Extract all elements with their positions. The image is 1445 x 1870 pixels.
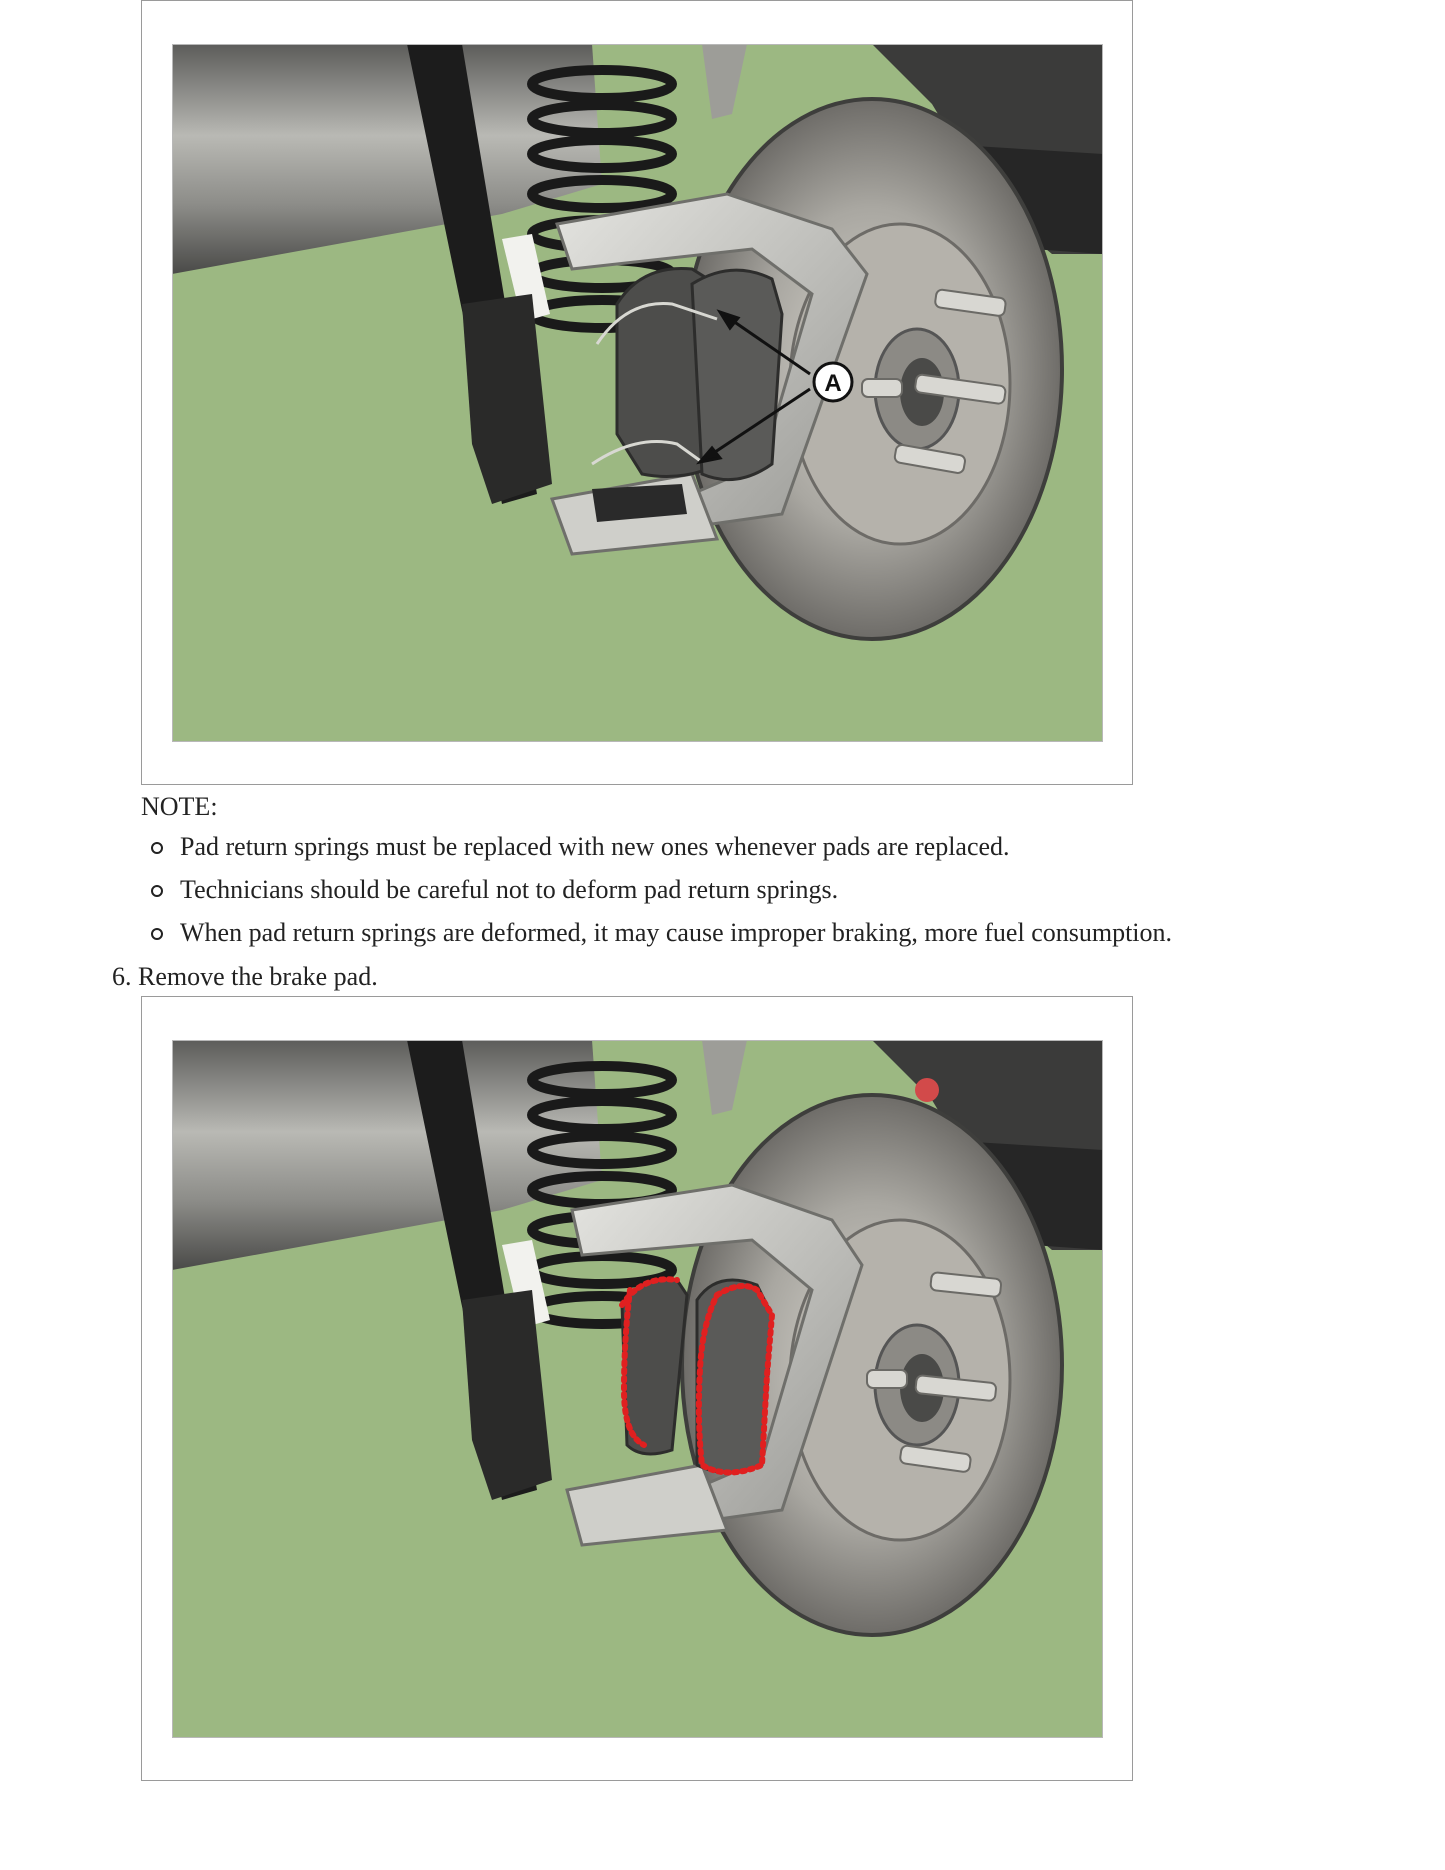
bullet-icon <box>151 928 163 940</box>
step-text: Remove the brake pad. <box>138 962 378 991</box>
callout-a-label: A <box>824 370 842 397</box>
brake-illustration-top <box>172 44 1103 742</box>
callout-a <box>814 363 852 401</box>
note-item-text: Pad return springs must be replaced with new ones whenever pads are replaced. <box>180 832 1010 861</box>
bullet-icon <box>151 842 163 854</box>
brake-pad-outer <box>692 270 782 480</box>
note-item-text: Technicians should be careful not to deform pad return springs. <box>180 875 839 904</box>
brake-figure-top <box>141 0 1133 785</box>
note-item <box>141 830 1172 873</box>
step-number: 6. <box>112 962 132 991</box>
brake-figure-bottom <box>141 996 1133 1781</box>
note-item <box>141 873 1172 916</box>
step-6 <box>112 960 378 994</box>
note-item <box>141 916 1172 959</box>
note-label: NOTE: <box>141 792 218 821</box>
note-item-text: When pad return springs are deformed, it may cause improper braking, more fuel consumption. <box>180 918 1173 947</box>
brake-illustration-bottom <box>172 1040 1103 1738</box>
bullet-icon <box>151 885 163 897</box>
note-list <box>141 830 1172 959</box>
